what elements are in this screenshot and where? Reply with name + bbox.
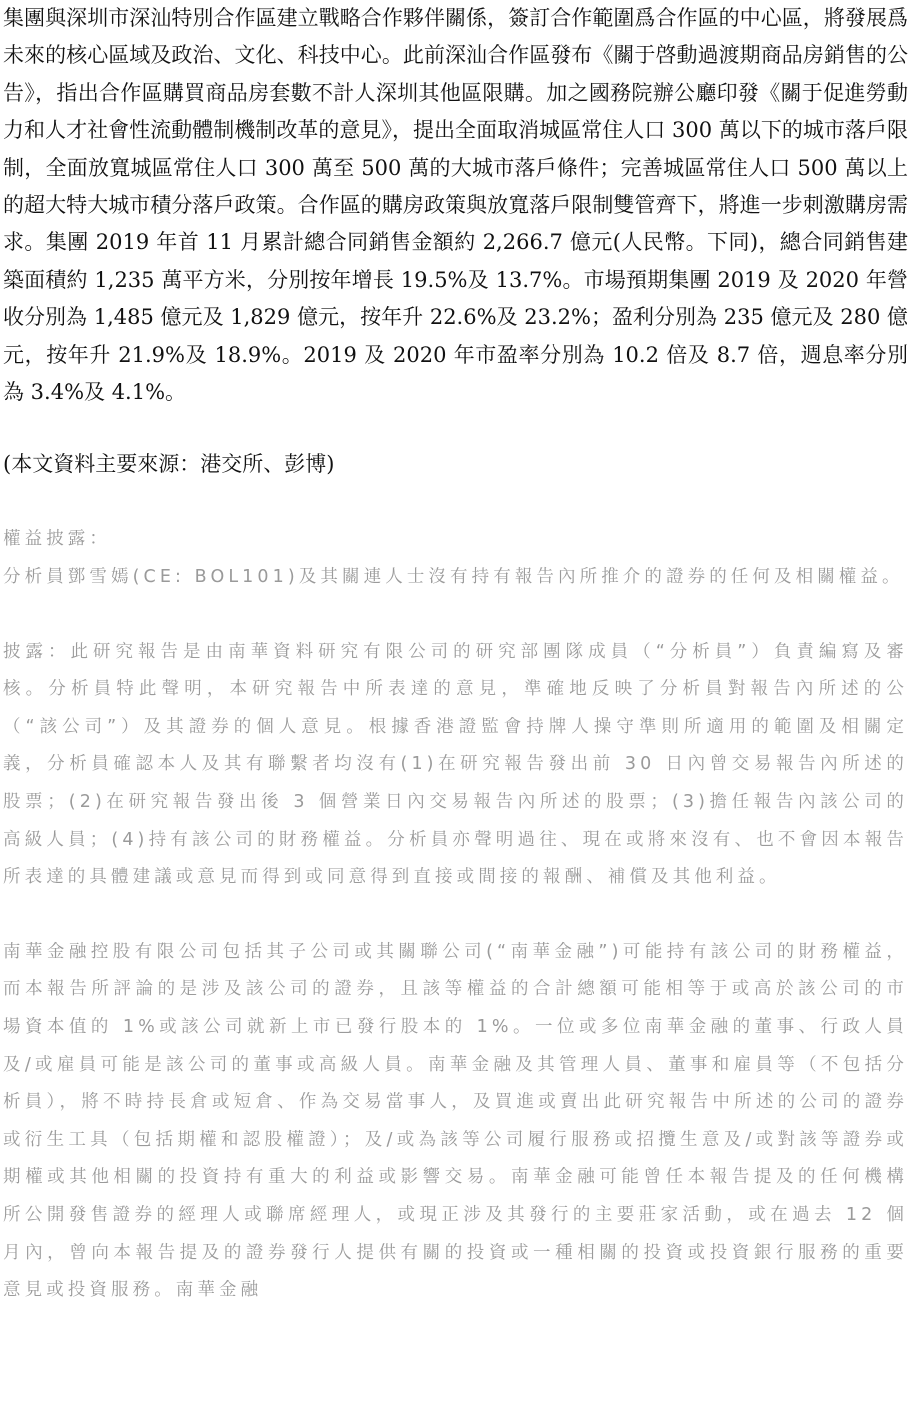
disclosure-group: 南華金融控股有限公司包括其子公司或其關聯公司(“南華金融”)可能持有該公司的財務權益，而本報告所評論的是涉及該公司的證券，且該等權益的合計總額可能相等于或高於該公司的市場資本值的 1%或該公司就新上市已發行股本的 1%。一位或多位南華金融的董事、行政人員及/或雇員可能是該公司的董事或高級人員。南華金融及其管理人員、董事和雇員等（不包括分析員），將不時持長倉或短倉、作為交易當事人，及買進或賣出此研究報告中所述的公司的證券或衍生工具（包括期權和認股權證）；及/或為該等公司履行服務或招攬生意及/或對該等證券或期權或其他相關的投資持有重大的利益或影響交易。南華金融可能曾任本報告提及的任何機構所公開發售證券的經理人或聯席經理人，或現正涉及其發行的主要莊家活動，或在過去 12 個月內，曾向本報告提及的證券發行人提供有關的投資或一種相關的投資或投資銀行服務的重要意見或投資服務。南華金融 <box>3 941 908 1301</box>
disclosure-title: 權益披露： <box>3 529 111 550</box>
main-paragraph: 集團與深圳市深汕特別合作區建立戰略合作夥伴關係，簽訂合作範圍爲合作區的中心區，將發展爲未來的核心區域及政治、文化、科技中心。此前深汕合作區發布《關于啓動過渡期商品房銷售的公告》，指出合作區購買商品房套數不計人深圳其他區限購。加之國務院辦公廳印發《關于促進勞動力和人才社會性流動體制機制改革的意見》，提出全面取消城區常住人口 300 萬以下的城市落戶限制，全面放寬城區常住人口 300 萬至 500 萬的大城市落戶條件；完善城區常住人口 500 萬以上的超大特大城市積分落戶政策。合作區的購房政策與放寬落戶限制雙管齊下，將進一步刺激購房需求。集團 2019 年首 11 月累計總合同銷售金額約 2,266.7 億元(人民幣。下同)，總合同銷售建築面積約 1,235 萬平方米，分別按年增長 19.5%及 13.7%。市場預期集團 2019 及 2020 年營收分別為 1,485 億元及 1,829 億元，按年升 22.6%及 23.2%；盈利分別為 235 億元及 280 億元，按年升 21.9%及 18.9%。2019 及 2020 年市盈率分別為 10.2 倍及 8.7 倍，週息率分別為 3.4%及 4.1%。 <box>3 6 908 405</box>
disclosure-interest: 分析員鄧雪嫣(CE: BOL101)及其關連人士沒有持有報告內所推介的證券的任何及相關權益。 <box>3 567 904 588</box>
source-note: (本文資料主要來源：港交所、彭博) <box>3 452 335 477</box>
disclosure-analyst: 披露：此研究報告是由南華資料研究有限公司的研究部團隊成員（“分析員”）負責編寫及審核。分析員特此聲明，本研究報告中所表達的意見，準確地反映了分析員對報告內所述的公（“該公司”）及其證券的個人意見。根據香港證監會持牌人操守準則所適用的範圍及相關定義，分析員確認本人及其有聯繫者均沒有(1)在研究報告發出前 30 日內曾交易報告內所述的股票；(2)在研究報告發出後 3 個營業日內交易報告內所述的股票；(3)擔任報告內該公司的高級人員；(4)持有該公司的財務權益。分析員亦聲明過往、現在或將來沒有、也不會因本報告所表達的具體建議或意見而得到或同意得到直接或間接的報酬、補償及其他利益。 <box>3 641 908 888</box>
document-page <box>3 0 908 1310</box>
